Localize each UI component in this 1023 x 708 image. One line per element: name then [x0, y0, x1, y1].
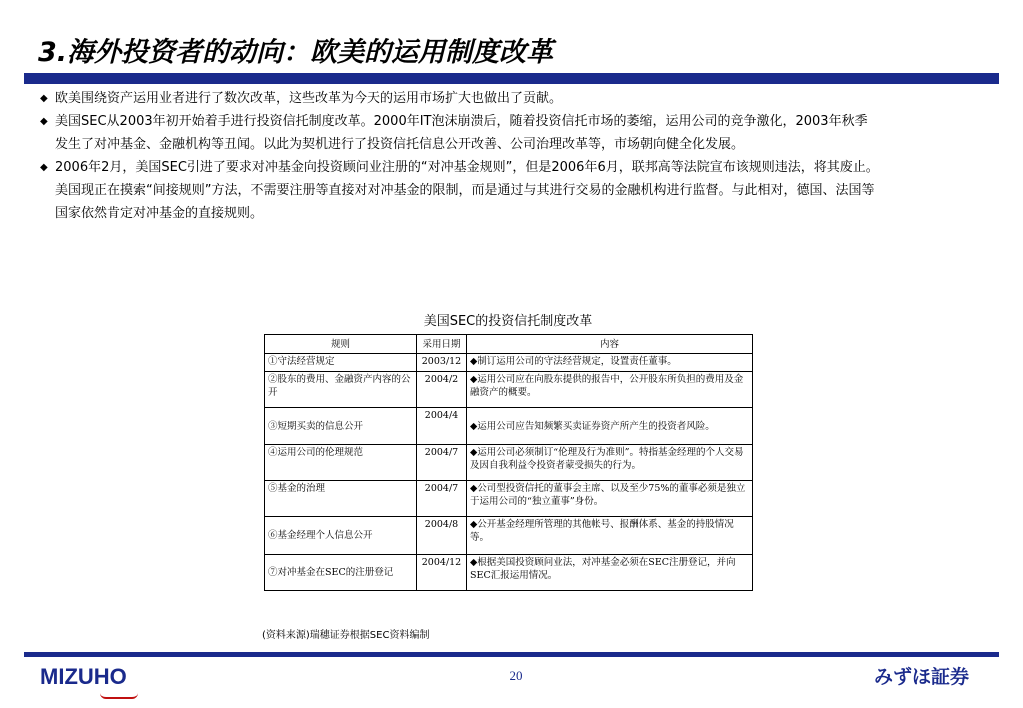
- table-row: [265, 408, 753, 445]
- table-title: 美国SEC的投资信托制度改革: [423, 314, 593, 329]
- bullet-item-2: [40, 110, 880, 156]
- bullet-text: 美国SEC从2003年初开始着手进行投资信托制度改革。2000年IT泡沫崩溃后，随着投资信托市场的萎缩，运用公司的竞争激化，2003年秋季发生了对冲基金、金融机构等丑闻。以此为契机进行了投资信托信息公开改善、公司治理改革等，市场朝向健全化发展。: [55, 114, 868, 152]
- title-divider-bar: [24, 73, 999, 84]
- date-cell: 2003/12: [417, 354, 467, 372]
- table-row: [265, 445, 753, 481]
- mizuho-logo: MIZUHO: [40, 664, 127, 689]
- mizuho-logo-swoosh-icon: [100, 693, 138, 699]
- content-cell: ◆根据美国投资顾问业法，对冲基金必须在SEC注册登记，并向SEC汇报运用情况。: [467, 555, 753, 591]
- content-cell: ◆制订运用公司的守法经营规定，设置责任董事。: [467, 354, 753, 372]
- diamond-bullet-icon: ◆: [40, 162, 48, 173]
- rule-cell: ⑥基金经理个人信息公开: [265, 517, 417, 555]
- content-cell: ◆运用公司应在向股东提供的报告中，公开股东所负担的费用及金融资产的概要。: [467, 372, 753, 408]
- rule-cell: ④运用公司的伦理规范: [265, 445, 417, 481]
- table-row: [265, 481, 753, 517]
- date-cell: 2004/12: [417, 555, 467, 591]
- table-row: [265, 517, 753, 555]
- mizuho-securities-logo: みずほ証券: [874, 666, 970, 688]
- rule-cell: ②股东的费用、金融资产内容的公开: [265, 372, 417, 408]
- bullet-text: 欧美围绕资产运用业者进行了数次改革，这些改革为今天的运用市场扩大也做出了贡献。: [55, 91, 563, 106]
- date-cell: 2004/8: [417, 517, 467, 555]
- date-cell: 2004/2: [417, 372, 467, 408]
- page-number: 20: [509, 668, 523, 683]
- table-row: [265, 372, 753, 408]
- footer-divider-bar: [24, 652, 999, 657]
- content-cell: ◆公司型投资信托的董事会主席、以及至少75%的董事必须是独立于运用公司的“独立董事”身份。: [467, 481, 753, 517]
- rule-cell: ③短期买卖的信息公开: [265, 408, 417, 445]
- diamond-bullet-icon: ◆: [40, 93, 48, 104]
- bullet-item-3: [40, 156, 880, 225]
- table-header-row: [265, 335, 753, 354]
- rule-cell: ⑤基金的治理: [265, 481, 417, 517]
- header-rule: 规则: [265, 335, 417, 354]
- header-date: 采用日期: [417, 335, 467, 354]
- header-content: 内容: [467, 335, 753, 354]
- rule-cell: ①守法经营规定: [265, 354, 417, 372]
- bullet-list: [40, 87, 880, 225]
- source-note: (资料来源)瑞穗证券根据SEC资料编制: [262, 630, 430, 641]
- rule-cell: ⑦对冲基金在SEC的注册登记: [265, 555, 417, 591]
- date-cell: 2004/7: [417, 481, 467, 517]
- diamond-bullet-icon: ◆: [40, 116, 48, 127]
- content-cell: ◆公开基金经理所管理的其他帐号、报酬体系、基金的持股情况等。: [467, 517, 753, 555]
- table-row: [265, 555, 753, 591]
- bullet-text: 2006年2月，美国SEC引进了要求对冲基金向投资顾问业注册的“对冲基金规则”，但是2006年6月，联邦高等法院宣布该规则违法，将其废止。美国现正在摸索“间接规则”方法，不需要注册等直接对对冲基金的限制，而是通过与其进行交易的金融机构进行监督。与此相对，德国、法国等国家依然肯定对冲基金的直接规则。: [55, 160, 879, 221]
- content-cell: ◆运用公司应告知频繁买卖证券资产所产生的投资者风险。: [467, 408, 753, 445]
- content-cell: ◆运用公司必须制订“伦理及行为准则”。特指基金经理的个人交易及因自我利益令投资者蒙受损失的行为。: [467, 445, 753, 481]
- date-cell: 2004/4: [417, 408, 467, 445]
- sec-reform-table: [264, 334, 753, 591]
- page-title: 3.海外投资者的动向：欧美的运用制度改革: [38, 37, 554, 68]
- date-cell: 2004/7: [417, 445, 467, 481]
- table-row: [265, 354, 753, 372]
- bullet-item-1: [40, 87, 880, 110]
